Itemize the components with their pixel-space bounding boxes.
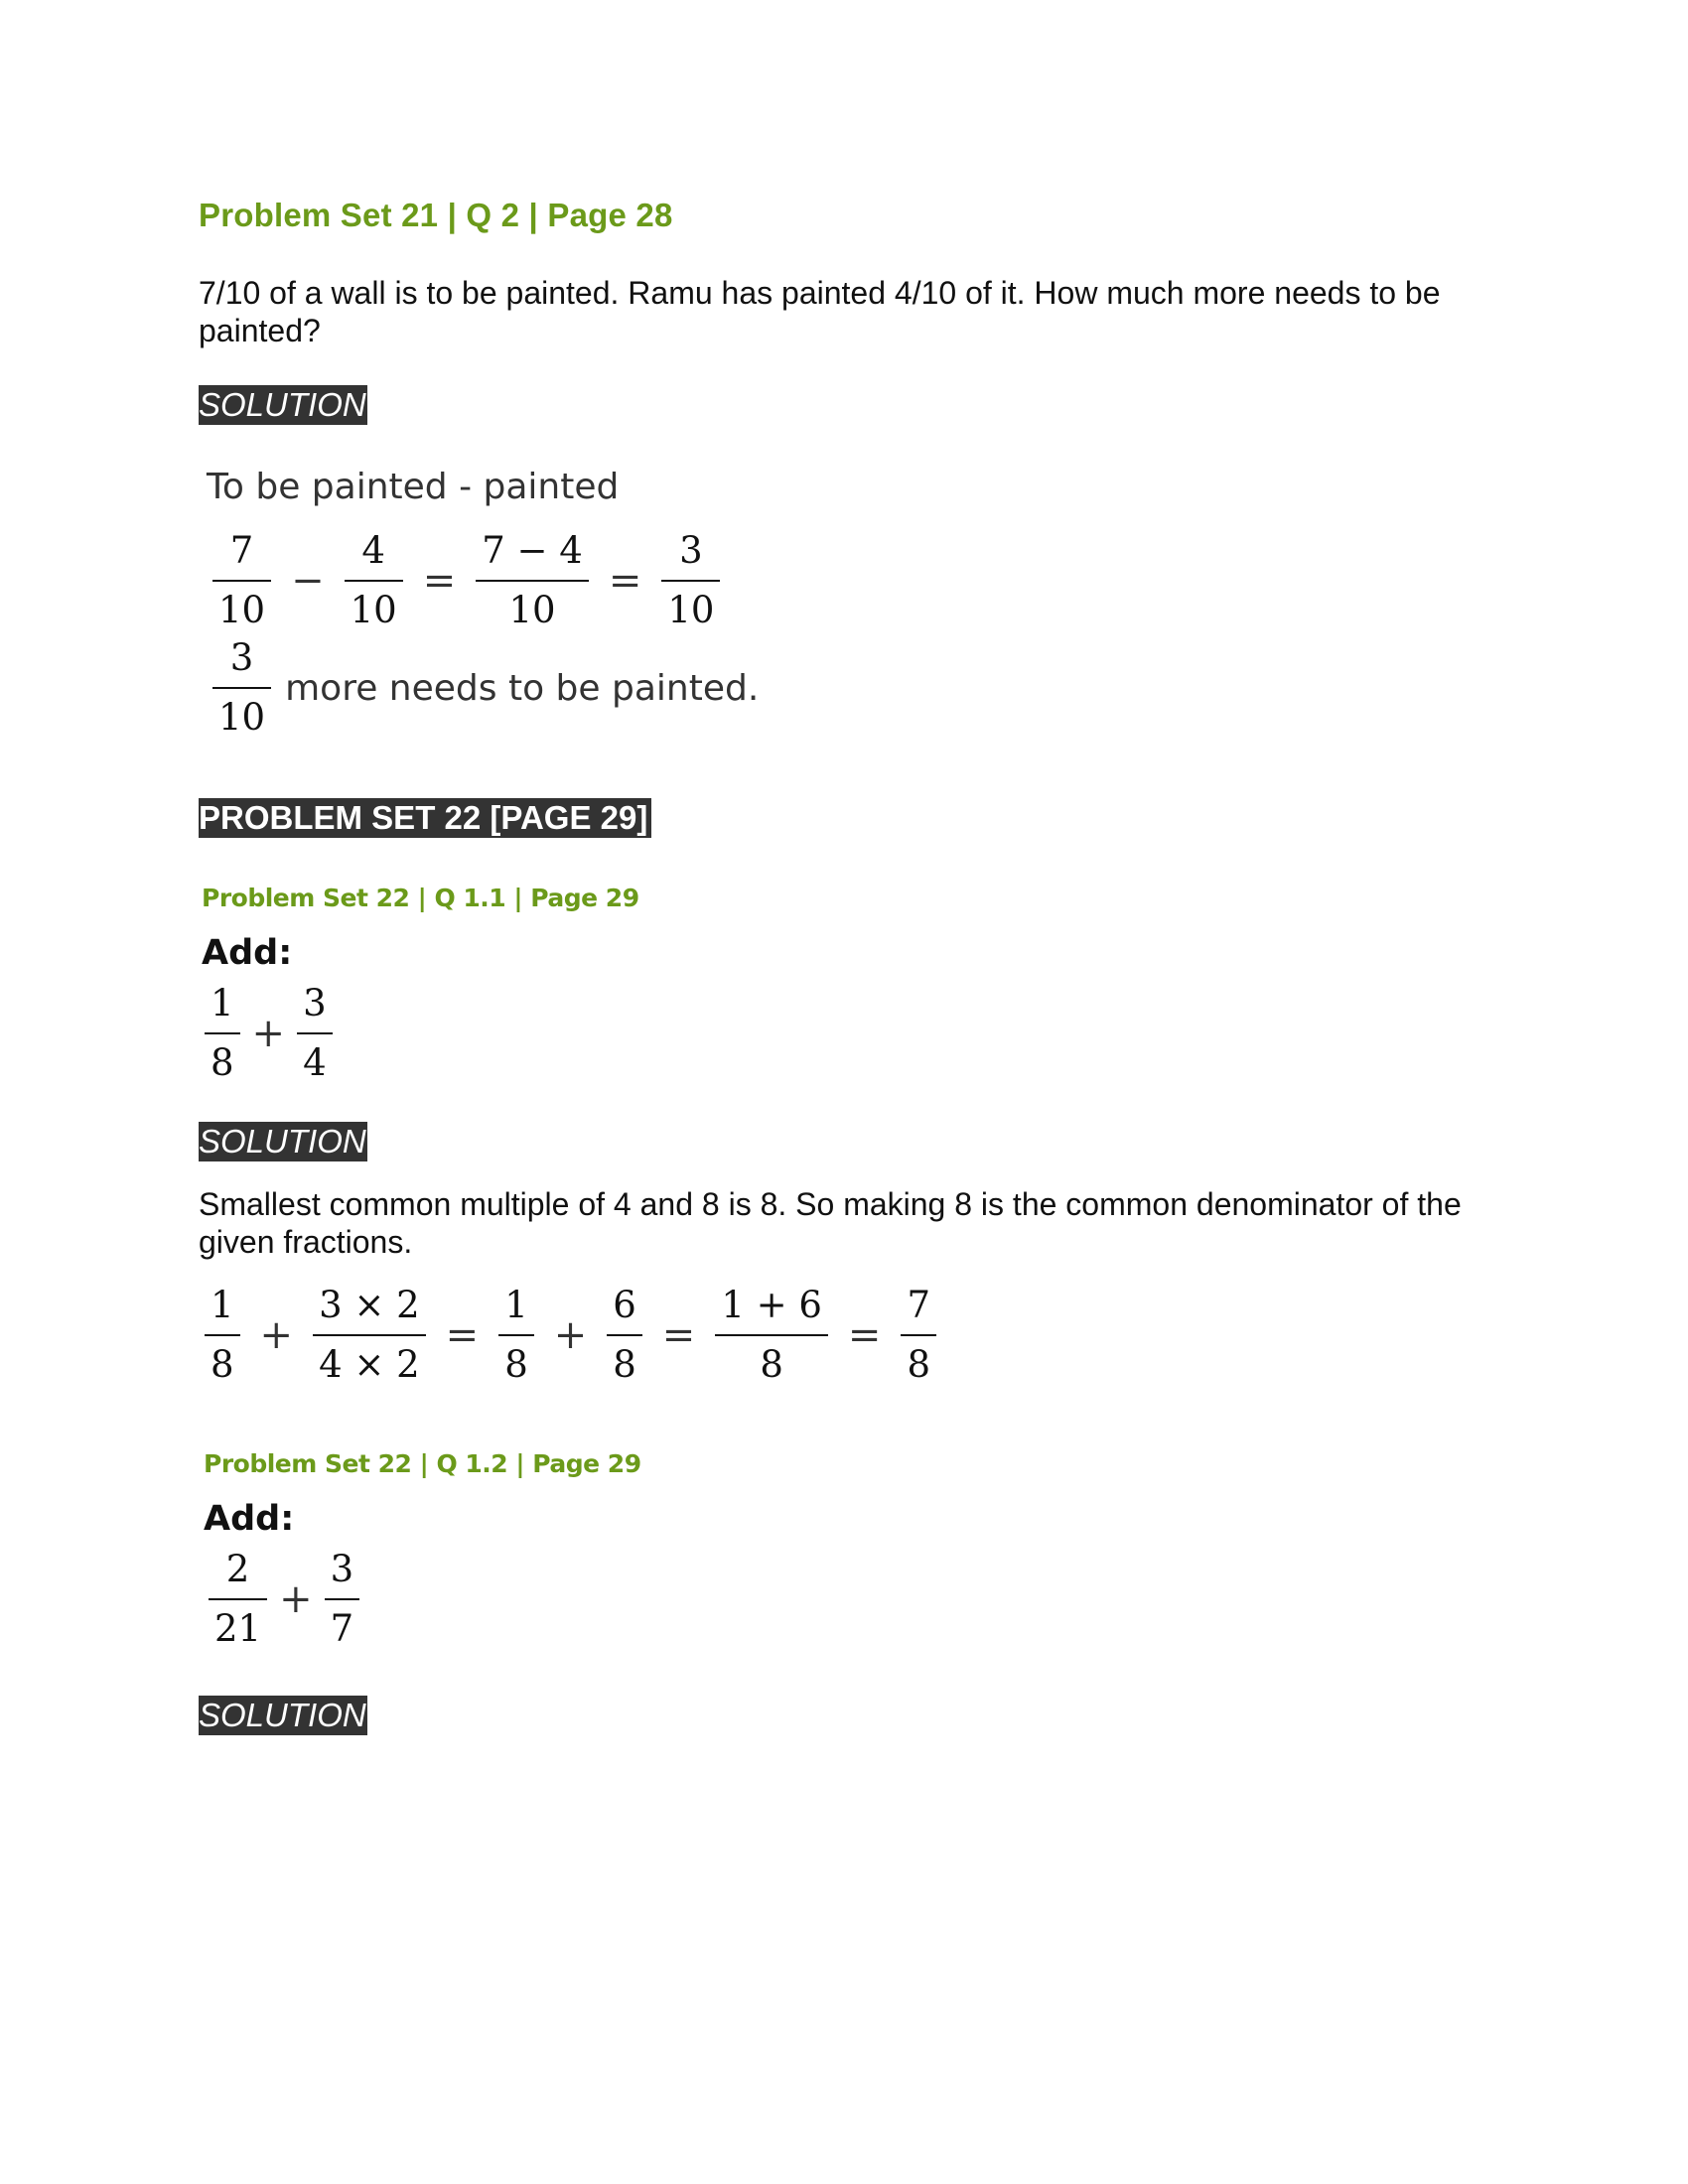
denominator: 10 bbox=[218, 589, 266, 631]
equals-operator: = bbox=[661, 1312, 696, 1358]
numerator: 1 + 6 bbox=[721, 1284, 822, 1326]
plus-operator: + bbox=[553, 1312, 588, 1358]
numerator: 1 bbox=[504, 1284, 528, 1326]
denominator: 10 bbox=[218, 696, 266, 739]
plus-operator: + bbox=[279, 1576, 313, 1622]
fraction bbox=[661, 530, 720, 631]
section-banner: PROBLEM SET 22 [PAGE 29] bbox=[199, 798, 651, 838]
answer-line bbox=[207, 637, 759, 739]
denominator: 10 bbox=[508, 589, 556, 631]
denominator: 8 bbox=[211, 1041, 234, 1084]
add-label: Add: bbox=[202, 933, 293, 973]
numerator: 3 × 2 bbox=[319, 1284, 420, 1326]
fraction bbox=[715, 1285, 828, 1386]
add-label: Add: bbox=[204, 1499, 295, 1539]
fraction bbox=[901, 1285, 936, 1386]
solution-label: SOLUTION bbox=[199, 386, 366, 423]
equals-operator: = bbox=[422, 558, 457, 604]
minus-operator: − bbox=[291, 558, 325, 604]
numerator: 7 bbox=[229, 529, 254, 572]
denominator: 8 bbox=[504, 1343, 528, 1386]
plus-operator: + bbox=[259, 1312, 294, 1358]
question-text: 7/10 of a wall is to be painted. Ramu has painted 4/10 of it. How much more needs to be painted? bbox=[199, 275, 1441, 348]
solution-line: To be painted - painted bbox=[207, 467, 620, 507]
fraction bbox=[205, 1285, 240, 1386]
denominator: 7 bbox=[330, 1607, 354, 1650]
question-heading: Problem Set 22 | Q 1.2 | Page 29 bbox=[204, 1449, 641, 1478]
equals-operator: = bbox=[445, 1312, 480, 1358]
fraction bbox=[212, 637, 271, 739]
numerator: 4 bbox=[361, 529, 385, 572]
fraction bbox=[205, 983, 240, 1084]
fraction bbox=[313, 1285, 426, 1386]
addition-equation bbox=[199, 1285, 942, 1386]
denominator: 4 × 2 bbox=[319, 1343, 420, 1386]
plus-operator: + bbox=[251, 1011, 286, 1056]
denominator: 8 bbox=[760, 1343, 783, 1386]
denominator: 10 bbox=[667, 589, 715, 631]
fraction bbox=[607, 1285, 642, 1386]
numerator: 3 bbox=[229, 636, 254, 679]
numerator: 3 bbox=[303, 982, 327, 1024]
solution-label: SOLUTION bbox=[199, 1697, 366, 1733]
numerator: 3 bbox=[679, 529, 703, 572]
denominator: 8 bbox=[211, 1343, 234, 1386]
solution-explanation: Smallest common multiple of 4 and 8 is 8. So making 8 is the common denominator of the given fractions. bbox=[199, 1186, 1462, 1260]
solution-label: SOLUTION bbox=[199, 1123, 366, 1160]
denominator: 21 bbox=[214, 1607, 262, 1650]
fraction bbox=[212, 530, 271, 631]
denominator: 4 bbox=[303, 1041, 327, 1084]
fraction bbox=[297, 983, 333, 1084]
addition-expression bbox=[199, 983, 339, 1084]
denominator: 8 bbox=[907, 1343, 930, 1386]
numerator: 1 bbox=[211, 1284, 234, 1326]
addition-expression bbox=[203, 1549, 365, 1650]
numerator: 7 bbox=[907, 1284, 930, 1326]
question-heading: Problem Set 22 | Q 1.1 | Page 29 bbox=[202, 884, 639, 912]
question-heading: Problem Set 21 | Q 2 | Page 28 bbox=[199, 197, 673, 233]
fraction bbox=[498, 1285, 534, 1386]
denominator: 8 bbox=[613, 1343, 636, 1386]
answer-text: more needs to be painted. bbox=[285, 667, 760, 709]
fraction bbox=[209, 1549, 267, 1650]
numerator: 3 bbox=[330, 1548, 354, 1590]
fraction bbox=[325, 1549, 360, 1650]
equals-operator: = bbox=[608, 558, 642, 604]
fraction bbox=[476, 530, 589, 631]
fraction bbox=[345, 530, 403, 631]
numerator: 2 bbox=[225, 1548, 250, 1590]
denominator: 10 bbox=[350, 589, 397, 631]
numerator: 6 bbox=[613, 1284, 636, 1326]
numerator: 7 − 4 bbox=[482, 529, 583, 572]
equals-operator: = bbox=[847, 1312, 882, 1358]
numerator: 1 bbox=[211, 982, 234, 1024]
subtraction-equation bbox=[207, 530, 726, 631]
